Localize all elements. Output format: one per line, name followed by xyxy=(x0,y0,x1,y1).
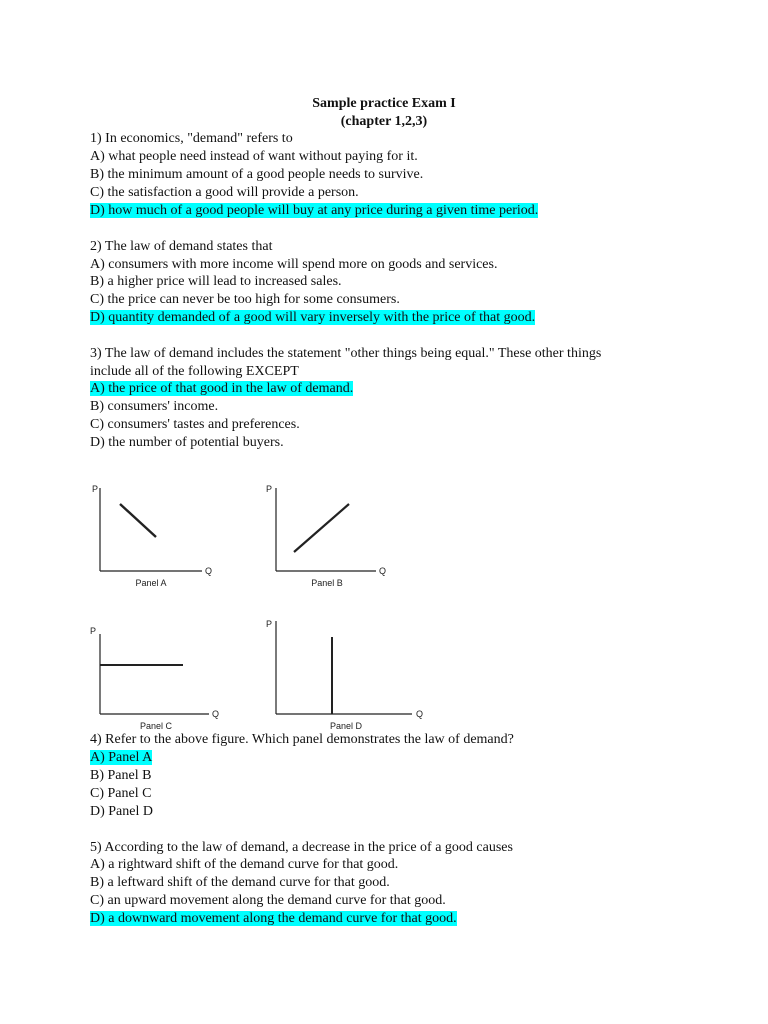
panel-d-p-label: P xyxy=(266,619,273,629)
panel-b-p-label: P xyxy=(266,484,273,494)
panel-b xyxy=(262,480,412,595)
question-3-option-b: B) consumers' income. xyxy=(90,399,219,414)
question-2-option-d xyxy=(90,309,535,327)
question-4-option-a xyxy=(90,749,152,767)
panel-a-demand-line xyxy=(120,504,156,537)
panel-a-p-label: P xyxy=(92,484,99,494)
question-1-option-c: C) the satisfaction a good will provide a person. xyxy=(90,185,359,200)
question-5-option-a: A) a rightward shift of the demand curve for that good. xyxy=(90,857,399,872)
question-2-option-a: A) consumers with more income will spend more on goods and services. xyxy=(90,257,498,272)
question-3-option-c: C) consumers' tastes and preferences. xyxy=(90,417,300,432)
question-3-answer-highlight: A) the price of that good in the law of demand. xyxy=(90,381,354,396)
question-4-option-b: B) Panel B xyxy=(90,768,152,783)
question-3-option-d: D) the number of potential buyers. xyxy=(90,435,284,450)
question-5-option-b: B) a leftward shift of the demand curve for that good. xyxy=(90,875,390,890)
question-3-stem-line-1: 3) The law of demand includes the statement "other things being equal." These other things xyxy=(90,346,602,361)
panel-c-caption: Panel C xyxy=(139,721,173,731)
question-1-stem: 1) In economics, "demand" refers to xyxy=(90,131,293,146)
question-1-answer-highlight: D) how much of a good people will buy at any price during a given time period. xyxy=(90,203,539,218)
document-subtitle: (chapter 1,2,3) xyxy=(340,114,428,129)
question-4-answer-highlight: A) Panel A xyxy=(90,750,153,765)
panel-a xyxy=(88,480,238,595)
question-3-option-a xyxy=(90,380,353,398)
question-5-stem: 5) According to the law of demand, a decrease in the price of a good causes xyxy=(90,840,513,855)
question-2-option-c: C) the price can never be too high for some consumers. xyxy=(90,292,400,307)
question-4-option-d: D) Panel D xyxy=(90,804,153,819)
panel-d xyxy=(262,615,437,735)
question-2-answer-highlight: D) quantity demanded of a good will vary inversely with the price of that good. xyxy=(90,310,536,325)
question-1-option-d xyxy=(90,202,538,220)
panel-d-caption: Panel D xyxy=(329,721,363,731)
panel-a-caption: Panel A xyxy=(135,578,167,588)
panel-c xyxy=(88,622,238,737)
question-5-option-c: C) an upward movement along the demand curve for that good. xyxy=(90,893,446,908)
question-2-stem: 2) The law of demand states that xyxy=(90,239,273,254)
panel-b-supply-line xyxy=(294,504,349,552)
document-title: Sample practice Exam I xyxy=(312,96,456,111)
question-3-stem-line-2: include all of the following EXCEPT xyxy=(90,364,299,379)
question-5-option-d xyxy=(90,910,457,928)
question-1-option-a: A) what people need instead of want without paying for it. xyxy=(90,149,418,164)
panel-c-q-label: Q xyxy=(212,709,220,719)
panel-d-q-label: Q xyxy=(416,709,424,719)
question-2-option-b: B) a higher price will lead to increased sales. xyxy=(90,274,342,289)
question-4-stem: 4) Refer to the above figure. Which panel demonstrates the law of demand? xyxy=(90,732,514,747)
panel-c-p-label: P xyxy=(90,626,97,636)
panel-a-q-label: Q xyxy=(205,566,213,576)
question-5-answer-highlight: D) a downward movement along the demand curve for that good. xyxy=(90,911,457,926)
panel-b-q-label: Q xyxy=(379,566,387,576)
question-4-option-c: C) Panel C xyxy=(90,786,152,801)
question-1-option-b: B) the minimum amount of a good people needs to survive. xyxy=(90,167,424,182)
panel-b-caption: Panel B xyxy=(311,578,343,588)
